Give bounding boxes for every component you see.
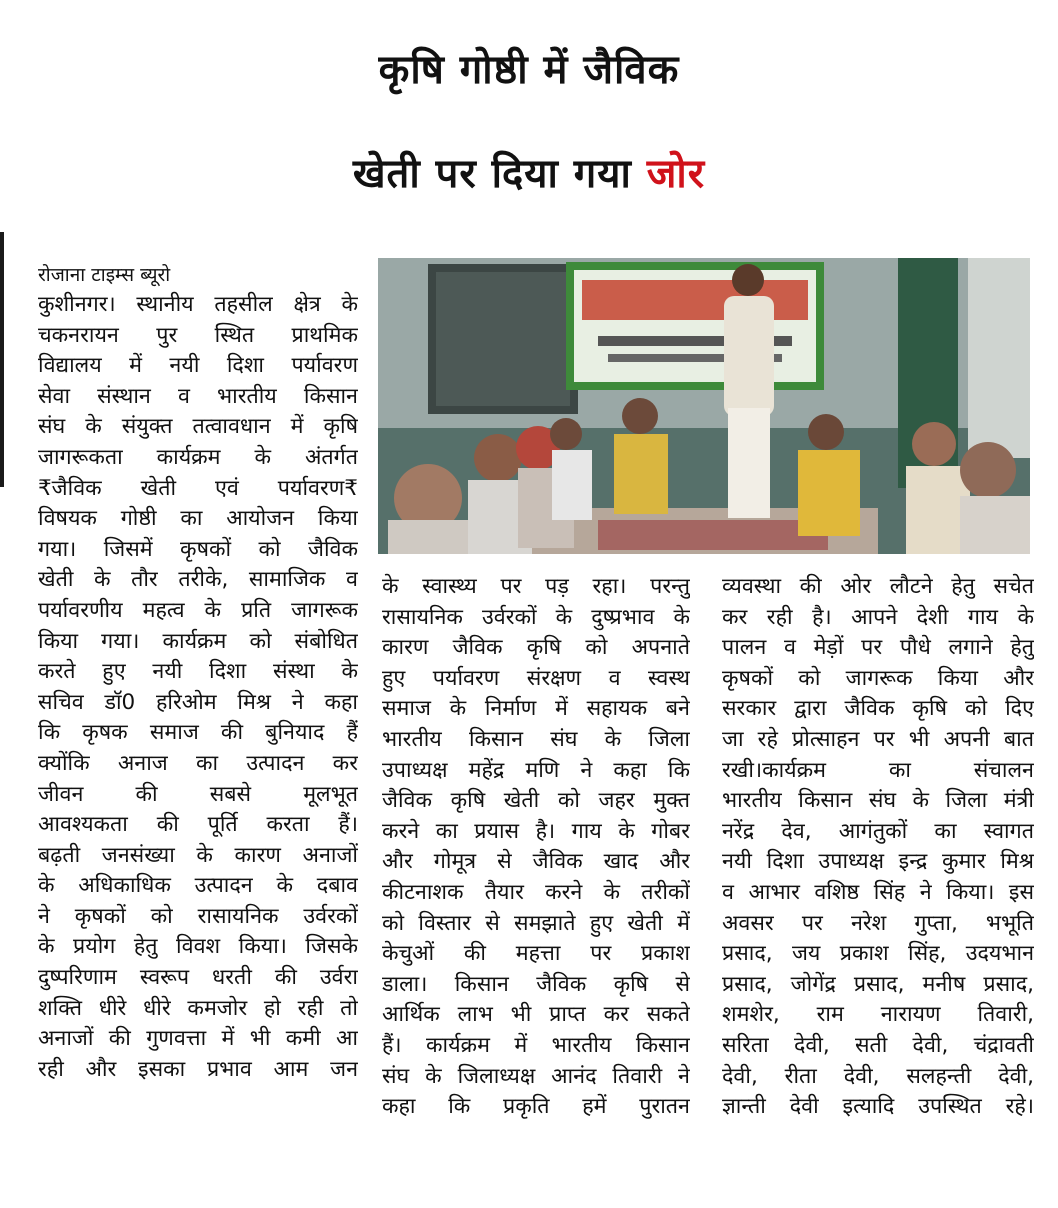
- article-line: डाला। किसान जैविक कृषि से: [382, 971, 690, 997]
- article-line: कीटनाशक तैयार करने के तरीकों: [382, 879, 690, 905]
- page-edge-rule: [0, 232, 4, 487]
- article-line: समाज के निर्माण में सहायक बने: [382, 696, 690, 722]
- article-line: हैं। कार्यक्रम में भारतीय किसान: [382, 1032, 690, 1058]
- article-line: चकनरायन पुर स्थित प्राथमिक: [38, 322, 358, 348]
- article-line: केचुओं की महत्ता पर प्रकाश: [382, 941, 690, 967]
- article-line: कृषकों को जागरूक किया और: [722, 665, 1034, 691]
- article-column-1: [38, 290, 358, 1085]
- article-line: बढ़ती जनसंख्या के कारण अनाजों: [38, 842, 358, 868]
- article-line: नरेंद्र देव, आगंतुकों का स्वागत: [722, 818, 1034, 844]
- article-line: सरिता देवी, सती देवी, चंद्रावती: [722, 1032, 1034, 1058]
- article-line: सरकार द्वारा जैविक कृषि को दिए: [722, 696, 1034, 722]
- article-line: के स्वास्थ्य पर पड़ रहा। परन्तु: [382, 574, 690, 599]
- article-line: को विस्तार से समझाते हुए खेती में: [382, 910, 690, 936]
- headline-accent-word: जोर: [646, 151, 706, 197]
- article-line: रखी।कार्यक्रम का संचालन: [722, 757, 1034, 783]
- article-line: आर्थिक लाभ भी प्राप्त कर सकते: [382, 1002, 690, 1028]
- article-line: दुष्परिणाम स्वरूप धरती की उर्वरा: [38, 965, 358, 991]
- article-line: के प्रयोग हेतु विवश किया। जिसके: [38, 934, 358, 960]
- article-line: व आभार वशिष्ठ सिंह ने किया। इस: [722, 879, 1034, 905]
- article-line: शक्ति धीरे धीरे कमजोर हो रही तो: [38, 995, 358, 1021]
- article-line: प्रसाद, जय प्रकाश सिंह, उदयभान: [722, 941, 1034, 967]
- article-line: रही और इसका प्रभाव आम जन: [38, 1056, 358, 1082]
- article-line: पर्यावरणीय महत्व के प्रति जागरूक: [38, 597, 358, 623]
- article-line: अवसर पर नरेश गुप्ता, भभूति: [722, 910, 1034, 936]
- article-line: कि कृषक समाज की बुनियाद हैं: [38, 720, 358, 746]
- article-line: संघ के संयुक्त तत्वावधान में कृषि: [38, 414, 358, 440]
- byline: रोजाना टाइम्स ब्यूरो: [38, 264, 171, 286]
- article-line: जागरूकता कार्यक्रम के अंतर्गत: [38, 444, 358, 470]
- article-line: कुशीनगर। स्थानीय तहसील क्षेत्र के: [38, 292, 358, 317]
- article-line: देवी, रीता देवी, सलहन्ती देवी,: [722, 1063, 1034, 1089]
- headline-line-1: कृषि गोष्ठी में जैविक: [378, 47, 680, 93]
- article-column-3: [722, 572, 1034, 1123]
- event-photo: [378, 258, 1030, 554]
- article-line: भारतीय किसान संघ के जिला: [382, 726, 690, 752]
- article-line: शमशेर, राम नारायण तिवारी,: [722, 1002, 1034, 1028]
- article-line: रासायनिक उर्वरकों के दुष्प्रभाव के: [382, 604, 690, 630]
- article-line: खेती के तौर तरीके, सामाजिक व: [38, 567, 358, 593]
- headline-line-2-text: खेती पर दिया गया: [352, 151, 632, 197]
- article-line: सचिव डॉ0 हरिओम मिश्र ने कहा: [38, 689, 358, 715]
- article-line: जा रहे प्रोत्साहन पर भी अपनी बात: [722, 726, 1034, 752]
- article-line: गया। जिसमें कृषकों को जैविक: [38, 536, 358, 562]
- article-line: और गोमूत्र से जैविक खाद और: [382, 849, 690, 875]
- article-line: अनाजों की गुणवत्ता में भी कमी आ: [38, 1026, 358, 1052]
- article-line: व्यवस्था की ओर लौटने हेतु सचेत: [722, 574, 1034, 599]
- article-line: संघ के जिलाध्यक्ष आनंद तिवारी ने: [382, 1063, 690, 1089]
- article-line: उपाध्यक्ष महेंद्र मणि ने कहा कि: [382, 757, 690, 783]
- article-line: हुए पर्यावरण संरक्षण व स्वस्थ: [382, 665, 690, 691]
- article-line: कारण जैविक कृषि को अपनाते: [382, 635, 690, 661]
- article-line: नयी दिशा उपाध्यक्ष इन्द्र कुमार मिश्र: [722, 849, 1034, 875]
- headline-line-2: [0, 124, 1058, 224]
- article-line: ज्ञान्ती देवी इत्यादि उपस्थित रहे।: [722, 1094, 1034, 1120]
- article-line: के अधिकाधिक उत्पादन के दबाव: [38, 873, 358, 899]
- article-line: कर रही है। आपने देशी गाय के: [722, 604, 1034, 630]
- article-line: ₹जैविक खेती एवं पर्यावरण₹: [38, 475, 358, 501]
- article-line: सेवा संस्थान व भारतीय किसान: [38, 383, 358, 409]
- article-line: विषयक गोष्ठी का आयोजन किया: [38, 506, 358, 532]
- article-line: प्रसाद, जोगेंद्र प्रसाद, मनीष प्रसाद,: [722, 971, 1034, 997]
- article-line: आवश्यकता की पूर्ति करता हैं।: [38, 812, 358, 838]
- article-line: भारतीय किसान संघ के जिला मंत्री: [722, 788, 1034, 814]
- article-column-2: [382, 572, 690, 1123]
- article-line: क्योंकि अनाज का उत्पादन कर: [38, 750, 358, 776]
- article-line: विद्यालय में नयी दिशा पर्यावरण: [38, 353, 358, 379]
- article-line: करते हुए नयी दिशा संस्था के: [38, 659, 358, 685]
- article-line: कहा कि प्रकृति हमें पुरातन: [382, 1094, 690, 1120]
- article-line: ने कृषकों को रासायनिक उर्वरकों: [38, 903, 358, 929]
- article-line: जैविक कृषि खेती को जहर मुक्त: [382, 788, 690, 814]
- speaker-head: [732, 264, 764, 296]
- article-line: जीवन की सबसे मूलभूत: [38, 781, 358, 807]
- article-line: पालन व मेड़ों पर पौधे लगाने हेतु: [722, 635, 1034, 661]
- article-line: करने का प्रयास है। गाय के गोबर: [382, 818, 690, 844]
- event-photo-illustration: [378, 258, 1030, 554]
- article-line: किया गया। कार्यक्रम को संबोधित: [38, 628, 358, 654]
